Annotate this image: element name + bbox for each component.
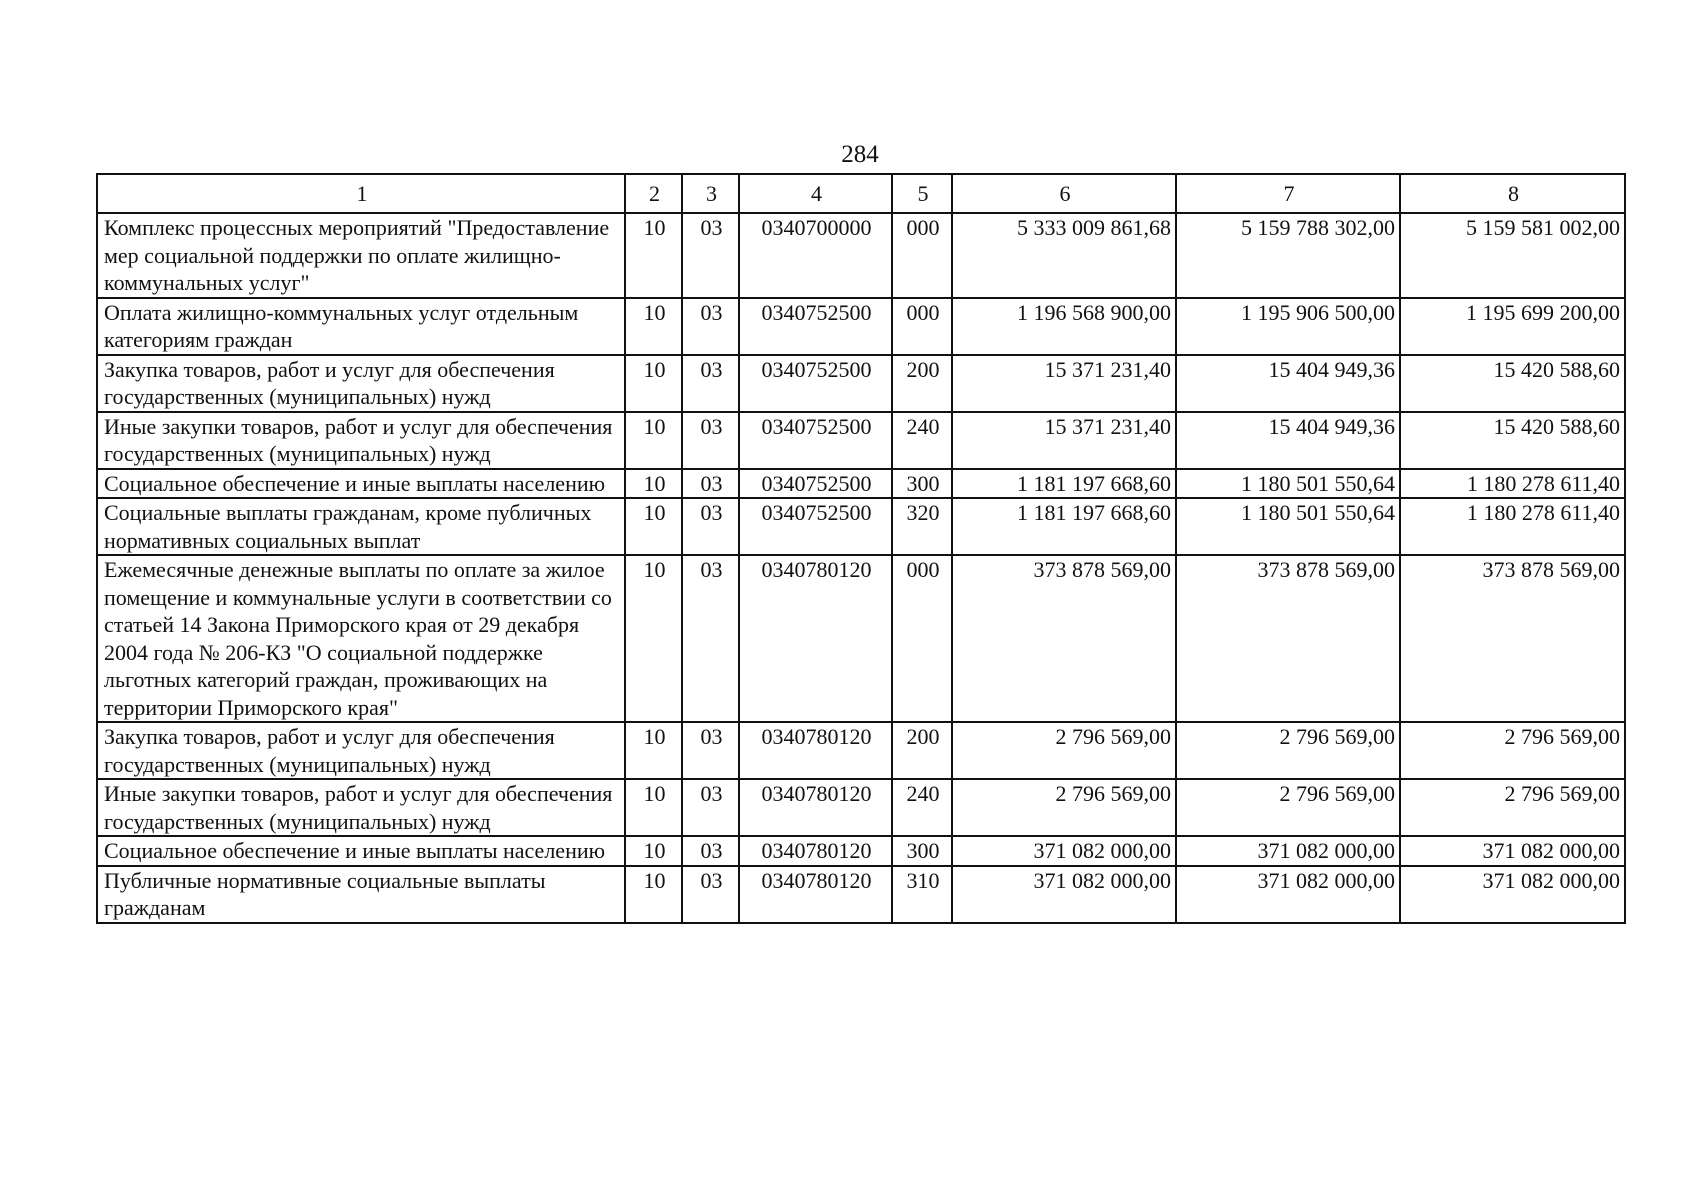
table-row [97,469,1625,499]
section-code: 10 [625,779,682,836]
target-article-code: 0340752500 [739,469,892,499]
amount-col-7: 2 796 569,00 [1176,722,1400,779]
page-number: 284 [841,141,879,168]
expense-type-code: 000 [892,213,952,298]
target-article-code: 0340752500 [739,412,892,469]
item-name: Социальное обеспечение и иные выплаты населению [97,836,625,866]
section-code: 10 [625,722,682,779]
amount-col-7: 5 159 788 302,00 [1176,213,1400,298]
subsection-code: 03 [682,355,739,412]
amount-col-6: 15 371 231,40 [952,412,1176,469]
expense-type-code: 300 [892,836,952,866]
header-row [97,174,1625,213]
expense-type-code: 320 [892,498,952,555]
section-code: 10 [625,866,682,923]
subsection-code: 03 [682,498,739,555]
expense-type-code: 240 [892,412,952,469]
amount-col-6: 1 181 197 668,60 [952,498,1176,555]
table-row [97,213,1625,298]
item-name: Иные закупки товаров, работ и услуг для обеспечения государственных (муниципальных) нужд [97,779,625,836]
expense-type-code: 000 [892,555,952,722]
amount-col-6: 15 371 231,40 [952,355,1176,412]
amount-col-6: 1 196 568 900,00 [952,298,1176,355]
amount-col-8: 15 420 588,60 [1400,412,1625,469]
subsection-code: 03 [682,412,739,469]
expense-type-code: 200 [892,355,952,412]
amount-col-8: 2 796 569,00 [1400,779,1625,836]
expense-type-code: 300 [892,469,952,499]
amount-col-7: 371 082 000,00 [1176,836,1400,866]
column-header-1: 1 [97,174,625,213]
amount-col-7: 1 195 906 500,00 [1176,298,1400,355]
subsection-code: 03 [682,555,739,722]
amount-col-6: 5 333 009 861,68 [952,213,1176,298]
amount-col-8: 371 082 000,00 [1400,866,1625,923]
amount-col-8: 1 180 278 611,40 [1400,498,1625,555]
expense-type-code: 240 [892,779,952,836]
amount-col-8: 1 180 278 611,40 [1400,469,1625,499]
amount-col-6: 373 878 569,00 [952,555,1176,722]
target-article-code: 0340752500 [739,298,892,355]
amount-col-7: 371 082 000,00 [1176,866,1400,923]
section-code: 10 [625,555,682,722]
table-row [97,836,1625,866]
amount-col-6: 2 796 569,00 [952,722,1176,779]
table-row [97,298,1625,355]
section-code: 10 [625,355,682,412]
amount-col-8: 15 420 588,60 [1400,355,1625,412]
subsection-code: 03 [682,836,739,866]
column-header-7: 7 [1176,174,1400,213]
section-code: 10 [625,412,682,469]
item-name: Социальное обеспечение и иные выплаты населению [97,469,625,499]
column-header-8: 8 [1400,174,1625,213]
target-article-code: 0340752500 [739,498,892,555]
expense-type-code: 000 [892,298,952,355]
item-name: Публичные нормативные социальные выплаты гражданам [97,866,625,923]
subsection-code: 03 [682,722,739,779]
amount-col-7: 1 180 501 550,64 [1176,469,1400,499]
amount-col-6: 2 796 569,00 [952,779,1176,836]
amount-col-6: 371 082 000,00 [952,836,1176,866]
target-article-code: 0340780120 [739,555,892,722]
table-row [97,555,1625,722]
subsection-code: 03 [682,213,739,298]
amount-col-6: 1 181 197 668,60 [952,469,1176,499]
item-name: Ежемесячные денежные выплаты по оплате за жилое помещение и коммунальные услуги в соответствии со статьей 14 Закона Приморского края от 29 декабря 2004 года № 206-КЗ "О социальной поддержке льготных категорий граждан, проживающих на территории Приморского края" [97,555,625,722]
amount-col-8: 1 195 699 200,00 [1400,298,1625,355]
column-header-5: 5 [892,174,952,213]
table-row [97,355,1625,412]
expense-type-code: 310 [892,866,952,923]
section-code: 10 [625,213,682,298]
amount-col-7: 1 180 501 550,64 [1176,498,1400,555]
expense-type-code: 200 [892,722,952,779]
amount-col-6: 371 082 000,00 [952,866,1176,923]
table-row [97,498,1625,555]
target-article-code: 0340780120 [739,722,892,779]
column-header-3: 3 [682,174,739,213]
subsection-code: 03 [682,469,739,499]
amount-col-8: 373 878 569,00 [1400,555,1625,722]
amount-col-8: 2 796 569,00 [1400,722,1625,779]
column-header-4: 4 [739,174,892,213]
table-row [97,412,1625,469]
amount-col-8: 5 159 581 002,00 [1400,213,1625,298]
item-name: Оплата жилищно-коммунальных услуг отдельным категориям граждан [97,298,625,355]
section-code: 10 [625,498,682,555]
amount-col-7: 15 404 949,36 [1176,412,1400,469]
table-row [97,722,1625,779]
section-code: 10 [625,836,682,866]
item-name: Комплекс процессных мероприятий "Предоставление мер социальной поддержки по оплате жилищно-коммунальных услуг" [97,213,625,298]
subsection-code: 03 [682,779,739,836]
table-row [97,779,1625,836]
amount-col-8: 371 082 000,00 [1400,836,1625,866]
target-article-code: 0340780120 [739,779,892,836]
item-name: Иные закупки товаров, работ и услуг для обеспечения государственных (муниципальных) нужд [97,412,625,469]
subsection-code: 03 [682,298,739,355]
column-header-2: 2 [625,174,682,213]
item-name: Закупка товаров, работ и услуг для обеспечения государственных (муниципальных) нужд [97,355,625,412]
table-row [97,866,1625,923]
subsection-code: 03 [682,866,739,923]
target-article-code: 0340780120 [739,836,892,866]
section-code: 10 [625,469,682,499]
section-code: 10 [625,298,682,355]
item-name: Закупка товаров, работ и услуг для обеспечения государственных (муниципальных) нужд [97,722,625,779]
budget-table [96,173,1626,924]
item-name: Социальные выплаты гражданам, кроме публичных нормативных социальных выплат [97,498,625,555]
target-article-code: 0340752500 [739,355,892,412]
amount-col-7: 2 796 569,00 [1176,779,1400,836]
target-article-code: 0340780120 [739,866,892,923]
amount-col-7: 15 404 949,36 [1176,355,1400,412]
column-header-6: 6 [952,174,1176,213]
amount-col-7: 373 878 569,00 [1176,555,1400,722]
target-article-code: 0340700000 [739,213,892,298]
